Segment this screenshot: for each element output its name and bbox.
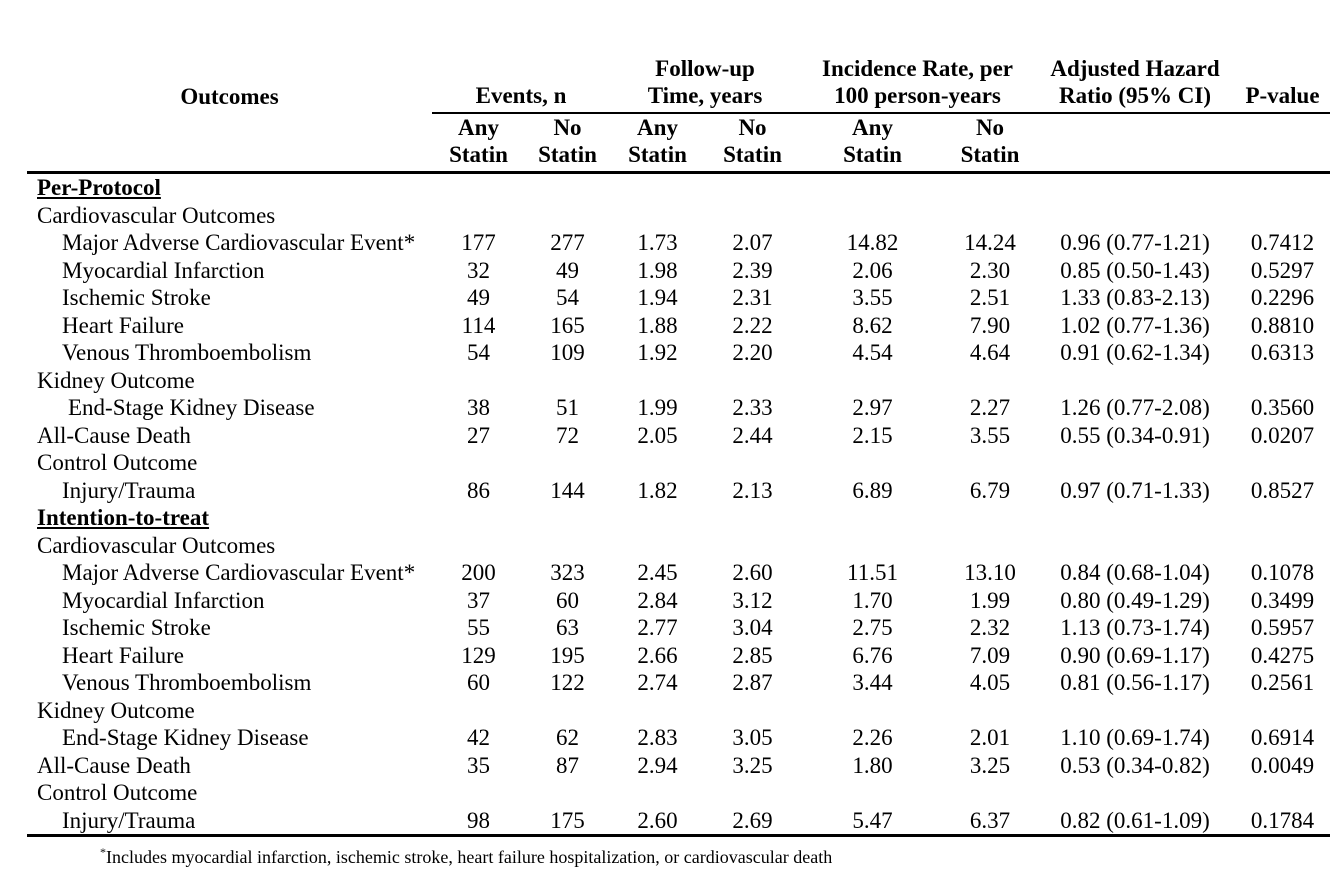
column-group-followup-time: Follow-up Time, years bbox=[610, 55, 800, 113]
table-row bbox=[27, 504, 1330, 532]
followup-no-statin-cell: 2.33 bbox=[732, 395, 773, 420]
followup-any-statin-cell bbox=[610, 779, 705, 807]
events-any-statin-cell bbox=[432, 779, 525, 807]
followup-any-statin-cell: 2.45 bbox=[637, 560, 678, 585]
p-value-cell: 0.0207 bbox=[1250, 422, 1315, 448]
outcome-label: Ischemic Stroke bbox=[62, 285, 211, 310]
table-row bbox=[27, 559, 1330, 587]
table-row bbox=[27, 614, 1330, 642]
adjusted-hazard-ratio-cell: 0.97 (0.71-1.33) bbox=[1060, 477, 1210, 503]
footnote-text: Includes myocardial infarction, ischemic stroke, heart failure hospitalization, or cardiovascular death bbox=[106, 847, 833, 867]
p-value-cell: 0.5297 bbox=[1250, 257, 1315, 283]
sub-header-spacer bbox=[1035, 113, 1235, 173]
adjusted-hazard-ratio-cell bbox=[1035, 504, 1235, 532]
followup-any-statin-cell: 1.88 bbox=[637, 312, 678, 338]
followup-any-statin-cell bbox=[610, 532, 705, 560]
adjusted-hazard-ratio-cell bbox=[1035, 532, 1235, 560]
outcome-label: End-Stage Kidney Disease bbox=[62, 725, 309, 750]
incidence-no-statin-cell bbox=[945, 202, 1035, 230]
incidence-any-statin-cell: 11.51 bbox=[847, 560, 898, 585]
events-no-statin-cell: 165 bbox=[550, 312, 585, 338]
followup-no-statin-cell bbox=[705, 202, 800, 230]
events-any-statin-cell: 54 bbox=[467, 340, 490, 365]
followup-no-statin-cell: 3.12 bbox=[732, 587, 773, 613]
outcome-label: Heart Failure bbox=[62, 312, 184, 338]
followup-no-statin-cell: 2.13 bbox=[732, 477, 773, 503]
p-value-cell: 0.7412 bbox=[1250, 230, 1315, 255]
outcome-label: Venous Thromboembolism bbox=[62, 340, 312, 365]
adjusted-hazard-ratio-cell: 0.81 (0.56-1.17) bbox=[1060, 670, 1210, 695]
p-value-cell: 0.1078 bbox=[1250, 560, 1315, 585]
incidence-no-statin-cell: 2.32 bbox=[969, 615, 1011, 640]
incidence-any-statin-cell: 2.15 bbox=[852, 422, 893, 448]
incidence-no-statin-cell: 7.09 bbox=[969, 642, 1011, 668]
incidence-no-statin-cell bbox=[945, 697, 1035, 725]
adjusted-hazard-ratio-cell: 0.55 (0.34-0.91) bbox=[1060, 422, 1210, 448]
events-any-statin-cell: 98 bbox=[467, 807, 490, 833]
events-any-statin-cell: 32 bbox=[467, 257, 490, 283]
events-no-statin-cell bbox=[525, 532, 610, 560]
table-row bbox=[27, 669, 1330, 697]
followup-no-statin-cell: 2.22 bbox=[732, 312, 773, 338]
events-any-statin-cell bbox=[432, 202, 525, 230]
incidence-no-statin-cell: 6.79 bbox=[969, 477, 1011, 503]
table-row bbox=[27, 367, 1330, 395]
adjusted-hazard-ratio-cell: 1.33 (0.83-2.13) bbox=[1060, 285, 1210, 310]
followup-any-statin-cell: 2.05 bbox=[637, 422, 678, 448]
events-any-statin-cell: 55 bbox=[467, 615, 490, 640]
followup-any-statin-cell: 1.73 bbox=[637, 230, 678, 255]
events-any-statin-cell: 86 bbox=[467, 477, 490, 503]
adjusted-hazard-ratio-cell bbox=[1035, 449, 1235, 477]
followup-no-statin-cell bbox=[705, 449, 800, 477]
followup-any-statin-cell bbox=[610, 504, 705, 532]
events-no-statin-cell: 323 bbox=[550, 560, 585, 585]
table-body bbox=[27, 173, 1330, 836]
sub-header-row bbox=[27, 113, 1330, 173]
table-row bbox=[27, 587, 1330, 615]
outcome-label: Per-Protocol bbox=[37, 175, 161, 200]
events-no-statin-cell bbox=[525, 504, 610, 532]
incidence-any-statin-cell: 6.89 bbox=[852, 477, 893, 503]
table-row bbox=[27, 779, 1330, 807]
incidence-no-statin-cell: 6.37 bbox=[969, 807, 1011, 833]
table-row bbox=[27, 284, 1330, 312]
outcome-label: All-Cause Death bbox=[37, 422, 191, 448]
followup-no-statin-cell bbox=[705, 367, 800, 395]
events-no-statin-cell: 122 bbox=[550, 670, 585, 695]
followup-no-statin-cell: 3.04 bbox=[732, 615, 773, 640]
table-row bbox=[27, 532, 1330, 560]
followup-any-statin-cell bbox=[610, 202, 705, 230]
incidence-no-statin-cell: 2.30 bbox=[969, 257, 1011, 283]
followup-any-statin-cell: 2.84 bbox=[637, 587, 678, 613]
events-no-statin-cell bbox=[525, 367, 610, 395]
p-value-cell: 0.6914 bbox=[1250, 725, 1315, 750]
p-value-cell: 0.3560 bbox=[1250, 395, 1315, 420]
sub-header-incidence-no-statin: No Statin bbox=[945, 113, 1035, 173]
incidence-any-statin-cell: 5.47 bbox=[852, 807, 893, 833]
followup-any-statin-cell bbox=[610, 697, 705, 725]
adjusted-hazard-ratio-cell: 0.82 (0.61-1.09) bbox=[1060, 807, 1210, 833]
events-no-statin-cell bbox=[525, 779, 610, 807]
followup-any-statin-cell: 2.94 bbox=[637, 752, 678, 778]
p-value-cell bbox=[1235, 779, 1330, 807]
events-no-statin-cell bbox=[525, 697, 610, 725]
adjusted-hazard-ratio-cell: 0.96 (0.77-1.21) bbox=[1060, 230, 1210, 255]
incidence-any-statin-cell: 4.54 bbox=[852, 340, 893, 365]
incidence-no-statin-cell: 1.99 bbox=[969, 587, 1011, 613]
outcome-label: End-Stage Kidney Disease bbox=[68, 395, 315, 420]
sub-header-events-any-statin: Any Statin bbox=[432, 113, 525, 173]
outcome-label: Venous Thromboembolism bbox=[62, 670, 312, 695]
outcome-label: Kidney Outcome bbox=[37, 367, 195, 393]
events-any-statin-cell bbox=[432, 367, 525, 395]
outcome-label: Heart Failure bbox=[62, 642, 184, 668]
outcome-label: Ischemic Stroke bbox=[62, 615, 211, 640]
incidence-no-statin-cell: 14.24 bbox=[964, 230, 1016, 255]
adjusted-hazard-ratio-cell bbox=[1035, 367, 1235, 395]
events-any-statin-cell: 177 bbox=[461, 230, 496, 255]
outcome-label: Myocardial Infarction bbox=[62, 587, 265, 613]
adjusted-hazard-ratio-cell bbox=[1035, 779, 1235, 807]
events-any-statin-cell: 200 bbox=[461, 560, 496, 585]
column-header-adjusted-hazard-ratio: Adjusted Hazard Ratio (95% CI) bbox=[1035, 55, 1235, 113]
column-group-events: Events, n bbox=[432, 55, 610, 113]
adjusted-hazard-ratio-cell: 1.02 (0.77-1.36) bbox=[1060, 312, 1210, 338]
sub-header-spacer bbox=[27, 113, 432, 173]
incidence-no-statin-cell bbox=[945, 367, 1035, 395]
followup-no-statin-cell: 2.44 bbox=[732, 422, 773, 448]
p-value-cell bbox=[1235, 449, 1330, 477]
events-any-statin-cell: 129 bbox=[461, 642, 496, 668]
events-no-statin-cell: 63 bbox=[556, 615, 579, 640]
sub-header-events-no-statin: No Statin bbox=[525, 113, 610, 173]
outcomes-header-label: Outcomes bbox=[180, 84, 279, 109]
events-any-statin-cell bbox=[432, 173, 525, 202]
p-value-cell bbox=[1235, 202, 1330, 230]
incidence-any-statin-cell bbox=[800, 779, 945, 807]
events-any-statin-cell: 27 bbox=[467, 422, 490, 448]
events-no-statin-cell: 60 bbox=[556, 587, 579, 613]
outcome-label: Myocardial Infarction bbox=[62, 257, 265, 283]
incidence-any-statin-cell bbox=[800, 532, 945, 560]
followup-no-statin-cell: 2.60 bbox=[732, 560, 773, 585]
adjusted-hazard-ratio-cell: 0.91 (0.62-1.34) bbox=[1060, 340, 1210, 365]
outcome-label: Major Adverse Cardiovascular Event* bbox=[62, 230, 416, 255]
events-any-statin-cell bbox=[432, 532, 525, 560]
followup-any-statin-cell: 1.99 bbox=[637, 395, 678, 420]
followup-any-statin-cell: 2.60 bbox=[637, 807, 678, 833]
table-row bbox=[27, 312, 1330, 340]
table-row bbox=[27, 394, 1330, 422]
p-value-cell bbox=[1235, 504, 1330, 532]
followup-any-statin-cell: 1.94 bbox=[637, 285, 678, 310]
table-header bbox=[27, 55, 1330, 173]
events-any-statin-cell: 42 bbox=[467, 725, 490, 750]
incidence-no-statin-cell: 13.10 bbox=[964, 560, 1016, 585]
outcome-label: Injury/Trauma bbox=[62, 807, 196, 833]
events-no-statin-cell: 51 bbox=[556, 395, 579, 420]
events-any-statin-cell: 37 bbox=[467, 587, 490, 613]
incidence-any-statin-cell: 2.97 bbox=[852, 395, 893, 420]
p-value-cell: 0.4275 bbox=[1250, 642, 1315, 668]
incidence-any-statin-cell bbox=[800, 504, 945, 532]
incidence-any-statin-cell: 3.55 bbox=[852, 285, 893, 310]
table-row bbox=[27, 724, 1330, 752]
followup-any-statin-cell: 1.98 bbox=[637, 257, 678, 283]
table-row bbox=[27, 339, 1330, 367]
table-row bbox=[27, 642, 1330, 670]
column-header-p-value: P-value bbox=[1235, 55, 1330, 113]
incidence-no-statin-cell: 2.51 bbox=[969, 285, 1011, 310]
events-no-statin-cell: 49 bbox=[556, 257, 579, 283]
incidence-any-statin-cell bbox=[800, 202, 945, 230]
incidence-no-statin-cell: 2.27 bbox=[969, 395, 1011, 420]
followup-no-statin-cell: 3.25 bbox=[732, 752, 773, 778]
outcome-label: Cardiovascular Outcomes bbox=[37, 202, 276, 228]
p-value-cell: 0.5957 bbox=[1250, 615, 1315, 640]
adjusted-hazard-ratio-cell bbox=[1035, 173, 1235, 202]
p-value-cell: 0.2296 bbox=[1250, 285, 1315, 310]
outcome-label: Cardiovascular Outcomes bbox=[37, 532, 276, 558]
followup-no-statin-cell bbox=[705, 779, 800, 807]
table-row bbox=[27, 477, 1330, 505]
incidence-any-statin-cell bbox=[800, 173, 945, 202]
events-no-statin-cell: 62 bbox=[556, 725, 579, 750]
incidence-any-statin-cell: 1.80 bbox=[852, 752, 893, 778]
followup-any-statin-cell: 2.77 bbox=[637, 615, 678, 640]
followup-any-statin-cell bbox=[610, 367, 705, 395]
adjusted-hazard-ratio-cell: 1.26 (0.77-2.08) bbox=[1060, 395, 1210, 420]
table-row bbox=[27, 229, 1330, 257]
followup-any-statin-cell: 2.66 bbox=[637, 642, 678, 668]
column-header-outcomes bbox=[27, 55, 432, 113]
incidence-no-statin-cell bbox=[945, 173, 1035, 202]
followup-no-statin-cell bbox=[705, 504, 800, 532]
followup-no-statin-cell bbox=[705, 697, 800, 725]
incidence-any-statin-cell bbox=[800, 697, 945, 725]
adjusted-hazard-ratio-cell: 1.13 (0.73-1.74) bbox=[1060, 615, 1210, 640]
events-any-statin-cell: 35 bbox=[467, 752, 490, 778]
incidence-no-statin-cell: 2.01 bbox=[969, 725, 1011, 750]
p-value-cell: 0.0049 bbox=[1250, 752, 1315, 778]
followup-any-statin-cell: 1.82 bbox=[637, 477, 678, 503]
table-row bbox=[27, 752, 1330, 780]
events-no-statin-cell bbox=[525, 449, 610, 477]
events-any-statin-cell: 38 bbox=[467, 395, 490, 420]
followup-no-statin-cell: 2.20 bbox=[732, 340, 773, 365]
p-value-cell: 0.6313 bbox=[1250, 340, 1315, 365]
outcome-label: All-Cause Death bbox=[37, 752, 191, 778]
p-value-cell: 0.2561 bbox=[1250, 670, 1315, 695]
table-row bbox=[27, 202, 1330, 230]
followup-any-statin-cell bbox=[610, 449, 705, 477]
incidence-no-statin-cell bbox=[945, 504, 1035, 532]
incidence-no-statin-cell bbox=[945, 779, 1035, 807]
events-any-statin-cell: 49 bbox=[467, 285, 490, 310]
events-no-statin-cell: 277 bbox=[550, 230, 585, 255]
outcome-label: Control Outcome bbox=[37, 450, 198, 475]
followup-any-statin-cell: 2.83 bbox=[637, 725, 678, 750]
sub-header-incidence-any-statin: Any Statin bbox=[800, 113, 945, 173]
outcome-label: Major Adverse Cardiovascular Event* bbox=[62, 560, 416, 585]
events-no-statin-cell: 175 bbox=[550, 807, 585, 833]
followup-no-statin-cell: 2.85 bbox=[732, 642, 773, 668]
table-row bbox=[27, 807, 1330, 836]
incidence-any-statin-cell: 8.62 bbox=[852, 312, 893, 338]
events-no-statin-cell: 72 bbox=[556, 422, 579, 448]
outcome-label: Injury/Trauma bbox=[62, 477, 196, 503]
events-no-statin-cell bbox=[525, 173, 610, 202]
incidence-any-statin-cell bbox=[800, 367, 945, 395]
table-row bbox=[27, 697, 1330, 725]
incidence-any-statin-cell bbox=[800, 449, 945, 477]
p-value-cell: 0.8527 bbox=[1250, 477, 1315, 503]
p-value-cell: 0.8810 bbox=[1250, 312, 1315, 338]
events-any-statin-cell bbox=[432, 449, 525, 477]
followup-no-statin-cell: 2.31 bbox=[732, 285, 773, 310]
incidence-any-statin-cell: 2.06 bbox=[852, 257, 893, 283]
table-row bbox=[27, 173, 1330, 202]
table-footnote bbox=[100, 846, 1338, 868]
outcomes-table bbox=[27, 55, 1330, 837]
p-value-cell bbox=[1235, 173, 1330, 202]
p-value-cell bbox=[1235, 532, 1330, 560]
sub-header-spacer bbox=[1235, 113, 1330, 173]
incidence-no-statin-cell: 4.64 bbox=[969, 340, 1011, 365]
adjusted-hazard-ratio-cell bbox=[1035, 697, 1235, 725]
events-no-statin-cell bbox=[525, 202, 610, 230]
followup-no-statin-cell: 2.87 bbox=[732, 670, 773, 695]
followup-any-statin-cell bbox=[610, 173, 705, 202]
events-no-statin-cell: 109 bbox=[550, 340, 585, 365]
events-any-statin-cell bbox=[432, 504, 525, 532]
followup-no-statin-cell bbox=[705, 532, 800, 560]
adjusted-hazard-ratio-cell: 0.90 (0.69-1.17) bbox=[1060, 642, 1210, 668]
events-any-statin-cell bbox=[432, 697, 525, 725]
column-group-incidence-rate: Incidence Rate, per 100 person-years bbox=[800, 55, 1035, 113]
incidence-no-statin-cell: 7.90 bbox=[969, 312, 1011, 338]
p-value-cell: 0.3499 bbox=[1250, 587, 1315, 613]
followup-no-statin-cell: 2.39 bbox=[732, 257, 773, 283]
adjusted-hazard-ratio-cell bbox=[1035, 202, 1235, 230]
followup-any-statin-cell: 1.92 bbox=[637, 340, 678, 365]
followup-no-statin-cell bbox=[705, 173, 800, 202]
followup-no-statin-cell: 2.07 bbox=[732, 230, 773, 255]
incidence-no-statin-cell bbox=[945, 449, 1035, 477]
incidence-any-statin-cell: 2.26 bbox=[852, 725, 893, 750]
incidence-no-statin-cell bbox=[945, 532, 1035, 560]
incidence-no-statin-cell: 3.55 bbox=[969, 422, 1011, 448]
events-any-statin-cell: 60 bbox=[467, 670, 490, 695]
outcome-label: Control Outcome bbox=[37, 780, 198, 805]
events-no-statin-cell: 144 bbox=[550, 477, 585, 503]
p-value-cell bbox=[1235, 697, 1330, 725]
sub-header-followup-any-statin: Any Statin bbox=[610, 113, 705, 173]
incidence-any-statin-cell: 14.82 bbox=[846, 230, 899, 255]
group-header-row bbox=[27, 55, 1330, 113]
outcome-label: Kidney Outcome bbox=[37, 697, 195, 723]
table-row bbox=[27, 257, 1330, 285]
followup-no-statin-cell: 3.05 bbox=[732, 725, 773, 750]
incidence-no-statin-cell: 3.25 bbox=[969, 752, 1011, 778]
adjusted-hazard-ratio-cell: 0.53 (0.34-0.82) bbox=[1060, 752, 1210, 778]
incidence-any-statin-cell: 6.76 bbox=[852, 642, 893, 668]
p-value-cell bbox=[1235, 367, 1330, 395]
events-no-statin-cell: 195 bbox=[550, 642, 585, 668]
events-any-statin-cell: 114 bbox=[461, 312, 496, 338]
followup-any-statin-cell: 2.74 bbox=[637, 670, 678, 695]
events-no-statin-cell: 87 bbox=[556, 752, 579, 778]
adjusted-hazard-ratio-cell: 0.84 (0.68-1.04) bbox=[1060, 560, 1210, 585]
incidence-no-statin-cell: 4.05 bbox=[969, 670, 1011, 695]
p-value-cell: 0.1784 bbox=[1250, 807, 1315, 833]
outcome-label: Intention-to-treat bbox=[37, 505, 210, 530]
events-no-statin-cell: 54 bbox=[556, 285, 579, 310]
incidence-any-statin-cell: 2.75 bbox=[852, 615, 893, 640]
footnote-marker: * bbox=[100, 845, 106, 859]
table-row bbox=[27, 449, 1330, 477]
incidence-any-statin-cell: 1.70 bbox=[852, 587, 893, 613]
table-row bbox=[27, 422, 1330, 450]
sub-header-followup-no-statin: No Statin bbox=[705, 113, 800, 173]
adjusted-hazard-ratio-cell: 0.80 (0.49-1.29) bbox=[1060, 587, 1210, 613]
adjusted-hazard-ratio-cell: 0.85 (0.50-1.43) bbox=[1060, 257, 1210, 283]
adjusted-hazard-ratio-cell: 1.10 (0.69-1.74) bbox=[1060, 725, 1210, 750]
followup-no-statin-cell: 2.69 bbox=[732, 807, 773, 833]
incidence-any-statin-cell: 3.44 bbox=[852, 670, 893, 695]
